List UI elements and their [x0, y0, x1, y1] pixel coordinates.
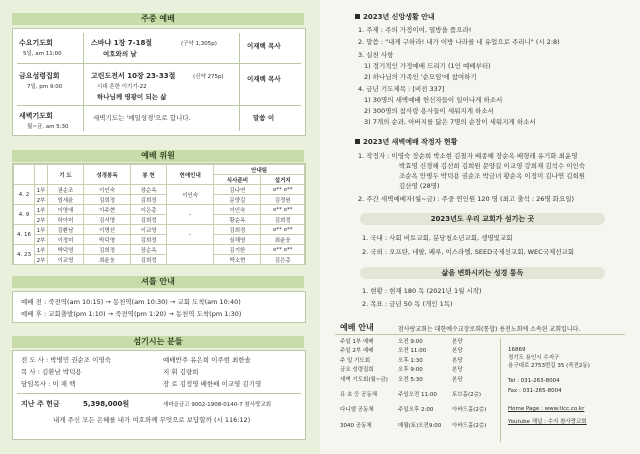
- header-read: 성경봉독: [83, 165, 130, 185]
- worship-time: 5일, am 11:00: [23, 51, 62, 57]
- transport-box: [12, 291, 306, 323]
- homepage-link[interactable]: Home Page : www.tlcc.co.kr: [508, 406, 585, 412]
- faith-section-title: 2023년 신앙생활 안내: [355, 12, 435, 22]
- worship-ref: (신약 275p): [193, 74, 224, 80]
- youtube-link[interactable]: Youtube 채널 : 수지 참사랑교회: [508, 419, 587, 425]
- worship-name: 새벽기도회: [19, 112, 53, 120]
- header-guide: 안내팀: [214, 165, 305, 175]
- transport-after: 예배 후 : 교회출발(pm 1:10) → 죽전역(pm 1:20) → 동천역 도착(pm 1:30): [21, 310, 242, 318]
- table-row: 2부 하아미 김서영 김희정 황순옥 김희정: [14, 215, 305, 225]
- faith-line: 1) 30명의 새벽예배 헌신자들이 일어나게 하소서: [364, 96, 503, 104]
- dawn-line: 조순옥 안병두 박덕용 권순조 박금녀 황순옥 이정미 김나연 김희원: [399, 172, 586, 180]
- servants-title: 섬기시는 분들: [12, 336, 304, 348]
- table-row: 2부 이교영 최윤웅 김희정 박소현 김은총: [14, 255, 305, 265]
- transport-title: 셔틀 안내: [12, 276, 304, 288]
- dawn-line: 김산영 (28명): [399, 182, 440, 190]
- weekly-worship-title: 주중 예배: [12, 13, 304, 25]
- bible-title: 삶을 변화시키는 성경 통독: [360, 267, 605, 279]
- bank-account: 새마을금고 9002-1908-0140-7 참사랑교회: [163, 402, 272, 408]
- worship-leader: 말씀 이: [253, 114, 275, 122]
- worship-time: 월~금, am 5:30: [27, 124, 69, 130]
- table-row: 4. 23 1부 박덕영 김희정 장순옥 김기한 o** o**: [14, 245, 305, 255]
- worship-sermon: 고린도전서 10장 23-33절: [91, 72, 176, 80]
- table-row: 4. 16 1부 김환남 이명선 이교영 - 김희정 o** o**: [14, 225, 305, 235]
- committee-table: [13, 164, 305, 265]
- info-times: 오전 9:00 오전 11:00 오후 1:30 오후 9:00 오전 5:30 주일오전 11:00 주일오후 2:00 매월(토)오전9:00: [398, 339, 442, 429]
- faith-line: 1. 주제 : 주의 가정이여, 열방을 품으라!: [358, 26, 472, 34]
- worship-leader: 이재백 목사: [247, 42, 281, 50]
- faith-line: 2) 300명의 참사랑 용사들이 세워지게 하소서: [364, 107, 494, 115]
- worship-sub: 시대 흔한 이기기-22: [97, 84, 147, 90]
- faith-line: 1) 정기적인 가정예배 드리기 (1인 예배부터): [364, 62, 491, 70]
- dawn-line: 박효영 신경해 김선희 김희원 문양길 이교영 강희재 김석수 이인숙: [399, 162, 586, 170]
- header-offer: 봉 헌: [131, 165, 167, 185]
- worship-name: 수요기도회: [19, 39, 53, 47]
- faith-line: 4. 금년 기도제목 : [비전 337]: [358, 85, 445, 93]
- bible-status: 1. 현황 : 현재 180 독 (2021년 1월 시작): [362, 287, 482, 295]
- church-tel: Tel : 031-263-8004: [508, 378, 560, 384]
- servants-box: [12, 350, 306, 440]
- table-row: 4. 2 1부 권순조 이인숙 장순옥 이인숙 김나연 o** o**: [14, 185, 305, 195]
- servants-pastors: 목 사 : 김환남 박덕용: [21, 368, 82, 376]
- servants-evangelists: 전 도 사 : 박병민 권순조 이영숙: [21, 356, 111, 364]
- dawn-section-title: 2023년 새벽예배 작정자 현황: [355, 137, 457, 147]
- church-fax: Fax : 031-265-8004: [508, 388, 562, 394]
- header-meal: 식사준비: [214, 175, 261, 185]
- info-places: 본당 본당 본당 본당 본당 토브홀(2층) 아바드홀(2층) 아바드홀(2층): [452, 339, 487, 429]
- mission-domestic: 1. 국내 : 사회 비토교회, 분당청소년교회, 생명빛교회: [362, 234, 513, 242]
- faith-line: 2) 하나님의 가족인 '순모임'에 참여하기: [364, 73, 477, 81]
- header-dish: 설거지: [261, 175, 305, 185]
- weekly-worship-box: [12, 28, 306, 136]
- worship-name: 금요성령집회: [19, 72, 60, 80]
- worship-leader: 이재백 목사: [247, 75, 281, 83]
- faith-line: 2. 말씀 : "내게 구하라! 내가 이방 나라를 네 유업으로 주리니" (시 2:8): [358, 38, 560, 46]
- faith-line: 3) 7개의 순과, 아버지를 닮은 7명의 순장이 세워지게 하소서: [364, 118, 536, 126]
- header-usher: 헌애인내: [167, 165, 214, 185]
- committee-title: 예배 위원: [12, 150, 304, 162]
- worship-sermon: 새벽기도는 '매일성경'으로 합니다.: [93, 114, 191, 122]
- worship-sub2: 하나님께 영광이 되는 삶: [97, 93, 167, 101]
- table-row: 4. 9 1부 이영애 이주현 이은총 - 이인숙 o** o**: [14, 205, 305, 215]
- committee-box: [12, 163, 306, 265]
- header-pray: 기 도: [48, 165, 84, 185]
- servants-senior-pastor: 담임목사 : 이 재 백: [21, 380, 76, 388]
- dawn-line: 2. 주간 새벽예배자(월~금) : 주중 연인원 120 명 (최고 출석 : 26명 화요일): [358, 195, 575, 203]
- table-row: 2부 이정미 박덕영 김희정 심해영 최윤웅: [14, 235, 305, 245]
- mission-title: 2023년도 우리 교회가 섬기는 곳: [360, 213, 605, 225]
- worship-ref: (구약 1,305p): [181, 41, 217, 47]
- offering-label: 지난 주 헌금: [21, 400, 60, 408]
- servants-elders: 장 로 김정영 배한배 이교영 김기영: [163, 380, 262, 388]
- info-note: 참사랑교회는 대한예수교장로회(통합) 용천노회에 소속된 교회입니다.: [398, 326, 581, 333]
- table-row: 2부 엄세윤 김희정 김희정 문양길 김정원: [14, 195, 305, 205]
- transport-before: 예배 전 : 죽전역(am 10:15) → 동천역(am 10:30) → 교회 도착(am 10:40): [21, 298, 241, 306]
- worship-sub: 여호와의 날: [103, 50, 137, 58]
- worship-time: 7일, pm 9:00: [27, 84, 63, 90]
- church-address: 16869 경기도 용인시 수지구 용구대로 2753번길 35 (죽전2동): [508, 347, 590, 369]
- mission-overseas: 2. 국외 : 오프탄, 네팔, 페루, 이스라엘, SEED국제선교회, WEC국제선교회: [362, 248, 575, 256]
- servants-conductor: 지 휘 김량희: [163, 368, 199, 376]
- bible-goal: 2. 목표 : 금년 50 독 (개인 1독): [362, 300, 453, 308]
- dawn-line: 1. 작정자 : 이영숙 장순희 박소현 김철자 배종혜 장순옥 배형래 유기화 최윤영: [358, 152, 578, 160]
- offering-amount: 5,398,000원: [83, 400, 130, 408]
- faith-line: 3. 실천 사항: [358, 51, 394, 59]
- info-title: 예배 안내: [340, 323, 374, 332]
- worship-sermon: 스바냐 1장 7-18절: [91, 39, 153, 47]
- closing-verse: 내게 주신 모든 은혜를 내가 여호와께 무엇으로 보답할까 (시 116:12): [53, 416, 251, 424]
- servants-accompanists: 예배반주 유은희 이주현 최한솔: [163, 356, 251, 364]
- info-names: 주일 1부 예배 주일 2부 예배 주 일 기도회 금요 성령집회 새벽 기도회(월~금) 유 초 등 공동체 다니엘 공동체 3040 공동체: [340, 339, 388, 429]
